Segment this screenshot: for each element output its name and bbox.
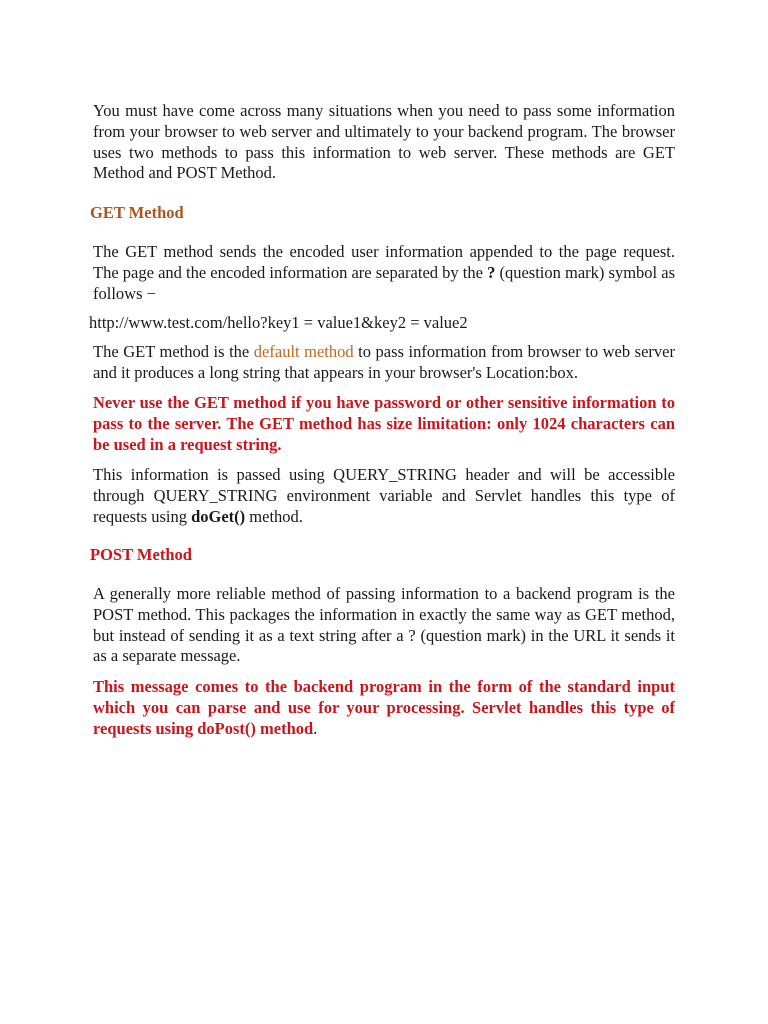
get-paragraph-3-text-a: This information is passed using QUERY_STRING header and will be accessible through QUERY_STRING environment variable and Servlet handles this type of requests using: [93, 465, 675, 526]
post-warning: [93, 677, 675, 739]
get-paragraph-2-text-a: The GET method is the: [93, 342, 254, 361]
default-method-link[interactable]: default method: [253, 342, 354, 361]
get-paragraph-1-text-b: (question mark) symbol as follows −: [93, 262, 675, 303]
get-paragraph-2: [93, 342, 675, 384]
doget-method-name: doGet(): [191, 506, 246, 526]
post-paragraph-1: A generally more reliable method of passing information to a backend program is the POST method. This packages the information in exactly the same way as GET method, but instead of sending it as a text string after a ? (question mark) in the URL it sends it as a separate message.: [93, 584, 675, 666]
url-example: http://www.test.com/hello?key1 = value1&key2 = value2: [89, 313, 468, 332]
get-paragraph-2-text-b: to pass information from browser to web server and it produces a long string that appears in your browser's Location:box.: [93, 342, 675, 382]
post-method-heading: POST Method: [90, 545, 192, 564]
get-warning: Never use the GET method if you have password or other sensitive information to pass to the server. The GET method has size limitation: only 1024 characters can be used in a request string.: [93, 393, 675, 454]
get-paragraph-3-text-b: method.: [245, 506, 303, 526]
intro-paragraph: You must have come across many situations when you need to pass some information from your browser to web server and ultimately to your backend program. The browser uses two methods to pass this information to web server. These methods are GET Method and POST Method.: [93, 101, 675, 183]
question-mark-symbol: ?: [487, 262, 496, 282]
get-paragraph-1-text-a: The GET method sends the encoded user information appended to the page request. The page and the encoded information are separated by the: [93, 242, 675, 282]
get-paragraph-1: [93, 242, 675, 304]
post-warning-end: .: [313, 718, 318, 738]
post-warning-text: This message comes to the backend program in the form of the standard input which you can parse and use for your processing. Servlet handles this type of requests using doPost() method: [93, 677, 675, 738]
get-method-heading: GET Method: [90, 203, 184, 222]
get-paragraph-3: [93, 465, 675, 527]
